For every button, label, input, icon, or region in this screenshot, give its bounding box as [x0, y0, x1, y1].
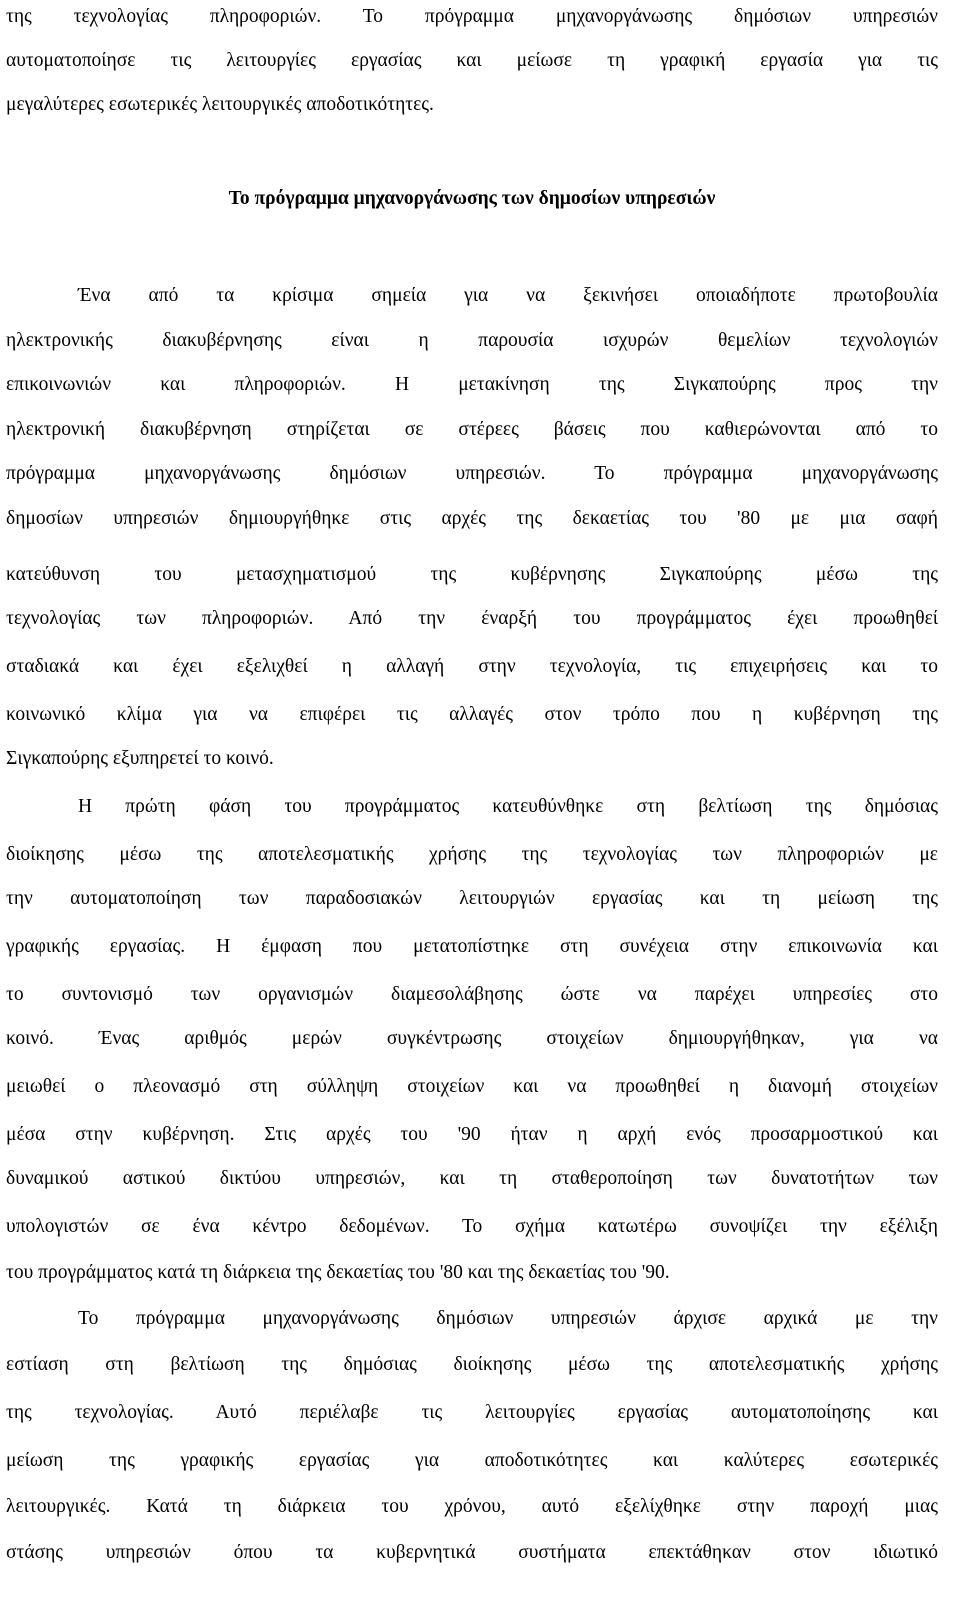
text-line: ηλεκτρονικής διακυβέρνησης είναι η παρουσία ισχυρών θεμελίων τεχνολογιών	[6, 330, 938, 351]
text-line: το συντονισμό των οργανισμών διαμεσολάβησης ώστε να παρέχει υπηρεσίες στο	[6, 984, 938, 1005]
text-line: μείωση της γραφικής εργασίας για αποδοτικότητες και καλύτερες εσωτερικές	[6, 1450, 938, 1471]
text-line: κοινό. Ένας αριθμός μερών συγκέντρωσης στοιχείων δημιουργήθηκαν, για να	[6, 1028, 938, 1049]
text-line: κοινωνικό κλίμα για να επιφέρει τις αλλαγές στον τρόπο που η κυβέρνηση της	[6, 704, 938, 725]
text-line: μεγαλύτερες εσωτερικές λειτουργικές αποδοτικότητες.	[6, 94, 434, 115]
text-line: αυτοματοποίησε τις λειτουργίες εργασίας και μείωσε τη γραφική εργασία για τις	[6, 50, 938, 71]
text-line: στάσης υπηρεσιών όπου τα κυβερνητικά συστήματα επεκτάθηκαν στον ιδιωτικό	[6, 1542, 938, 1563]
text-line: τεχνολογίας των πληροφοριών. Από την έναρξή του προγράμματος έχει προωθηθεί	[6, 608, 938, 629]
text-line: λειτουργικές. Κατά τη διάρκεια του χρόνου, αυτό εξελίχθηκε στην παροχή μιας	[6, 1496, 938, 1517]
text-line: Σιγκαπούρης εξυπηρετεί το κοινό.	[6, 748, 274, 769]
text-line: δυναμικού αστικού δικτύου υπηρεσιών, και τη σταθεροποίηση των δυνατοτήτων των	[6, 1168, 938, 1189]
text-line: γραφικής εργασίας. Η έμφαση που μετατοπίστηκε στη συνέχεια στην επικοινωνία και	[6, 936, 938, 957]
section-heading: Το πρόγραμμα μηχανοργάνωσης των δημοσίων υπηρεσιών	[228, 188, 716, 209]
text-line: κατεύθυνση του μετασχηματισμού της κυβέρνησης Σιγκαπούρης μέσω της	[6, 564, 938, 585]
text-line: σταδιακά και έχει εξελιχθεί η αλλαγή στην τεχνολογία, τις επιχειρήσεις και το	[6, 656, 938, 677]
text-line: Η πρώτη φάση του προγράμματος κατευθύνθηκε στη βελτίωση της δημόσιας	[78, 796, 938, 817]
text-line: επικοινωνιών και πληροφοριών. Η μετακίνηση της Σιγκαπούρης προς την	[6, 374, 938, 395]
text-line: μειωθεί ο πλεονασμό στη σύλληψη στοιχείων και να προωθηθεί η διανομή στοιχείων	[6, 1076, 938, 1097]
text-line: του προγράμματος κατά τη διάρκεια της δεκαετίας του '80 και της δεκαετίας του '90.	[6, 1262, 670, 1283]
text-line: εστίαση στη βελτίωση της δημόσιας διοίκησης μέσω της αποτελεσματικής χρήσης	[6, 1354, 938, 1375]
text-line: πρόγραμμα μηχανοργάνωσης δημόσιων υπηρεσιών. Το πρόγραμμα μηχανοργάνωσης	[6, 463, 938, 484]
text-line: της τεχνολογίας πληροφοριών. Το πρόγραμμα μηχανοργάνωσης δημόσιων υπηρεσιών	[6, 6, 938, 27]
text-line: δημοσίων υπηρεσιών δημιουργήθηκε στις αρχές της δεκαετίας του '80 με μια σαφή	[6, 508, 938, 529]
text-line: Το πρόγραμμα μηχανοργάνωσης δημόσιων υπηρεσιών άρχισε αρχικά με την	[78, 1308, 938, 1329]
text-line: την αυτοματοποίηση των παραδοσιακών λειτουργιών εργασίας και τη μείωση της	[6, 888, 938, 909]
text-line: ηλεκτρονική διακυβέρνηση στηρίζεται σε στέρεες βάσεις που καθιερώνονται από το	[6, 419, 938, 440]
text-line: διοίκησης μέσω της αποτελεσματικής χρήσης της τεχνολογίας των πληροφοριών με	[6, 844, 938, 865]
text-line: μέσα στην κυβέρνηση. Στις αρχές του '90 ήταν η αρχή ενός προσαρμοστικού και	[6, 1124, 938, 1145]
text-line: υπολογιστών σε ένα κέντρο δεδομένων. Το σχήμα κατωτέρω συνοψίζει την εξέλιξη	[6, 1216, 938, 1237]
text-line: της τεχνολογίας. Αυτό περιέλαβε τις λειτουργίες εργασίας αυτοματοποίησης και	[6, 1402, 938, 1423]
text-line: Ένα από τα κρίσιμα σημεία για να ξεκινήσει οποιαδήποτε πρωτοβουλία	[78, 285, 938, 306]
